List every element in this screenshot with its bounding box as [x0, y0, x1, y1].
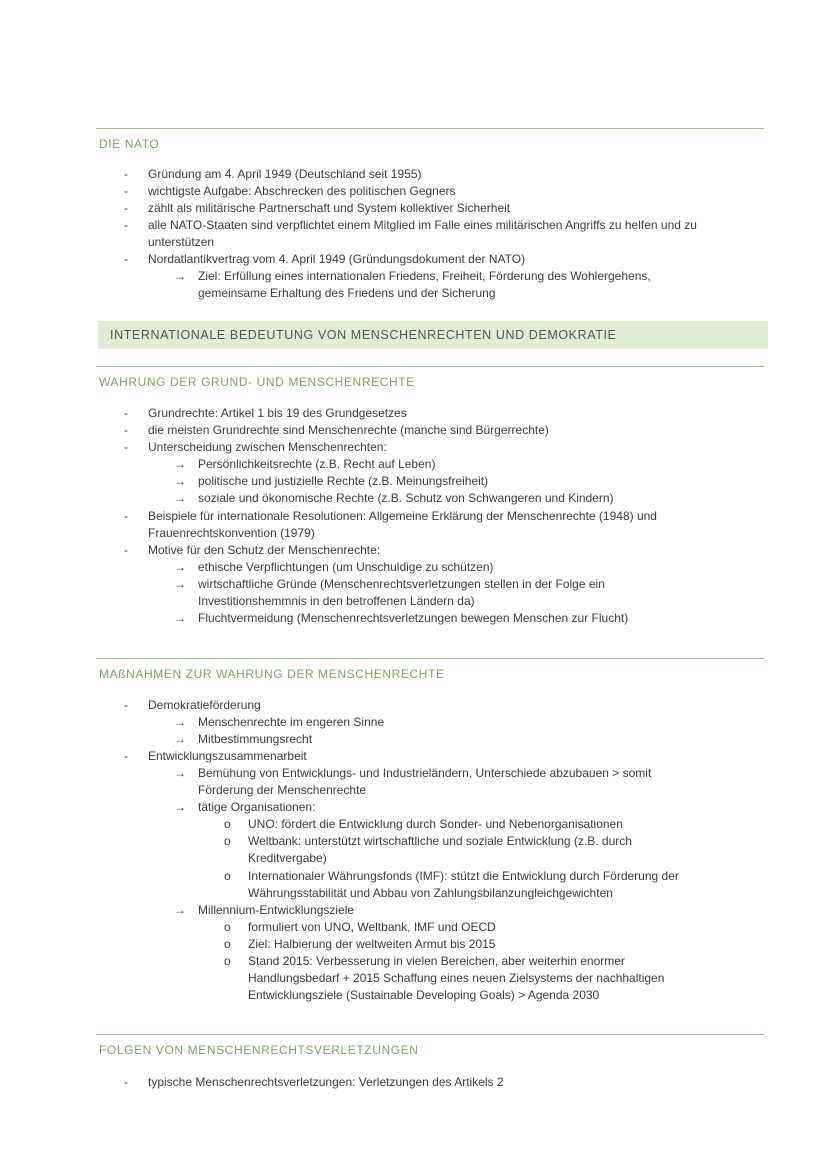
section-divider: [96, 658, 764, 659]
list-item: Nordatlantikvertrag vom 4. April 1949 (Gründungsdokument der NATO): [148, 252, 526, 266]
chapter-banner: [98, 321, 768, 349]
arrow-icon: →: [174, 560, 186, 574]
arrow-icon: →: [174, 474, 186, 488]
circle-bullet-icon: o: [224, 937, 231, 951]
bullet-dash: -: [124, 749, 128, 763]
sub-sub-list-item: formuliert von UNO, Weltbank, IMF und OECD: [248, 920, 496, 934]
list-item: Demokratieförderung: [148, 698, 261, 712]
sub-list-item: wirtschaftliche Gründe (Menschenrechtsverletzungen stellen in der Folge ein: [198, 577, 605, 591]
section-heading-nato: DIE NATO: [99, 137, 160, 151]
list-item: alle NATO-Staaten sind verpflichtet einem Mitglied im Falle eines militärischen Angriffs zu helfen und zu: [148, 218, 697, 232]
sub-list-item: Millennium-Entwicklungsziele: [198, 903, 355, 917]
arrow-icon: →: [174, 457, 186, 471]
circle-bullet-icon: o: [224, 834, 231, 848]
sub-sub-list-item: Internationaler Währungsfonds (IMF): stützt die Entwicklung durch Förderung der: [248, 869, 679, 883]
sub-list-item: politische und justizielle Rechte (z.B. Meinungsfreiheit): [198, 474, 489, 488]
section-divider: [96, 366, 764, 367]
sub-list-item: Menschenrechte im engeren Sinne: [198, 715, 385, 729]
bullet-dash: -: [124, 423, 128, 437]
arrow-icon: →: [174, 715, 186, 729]
bullet-dash: -: [124, 1075, 128, 1089]
section-heading-wahrung: WAHRUNG DER GRUND- UND MENSCHENRECHTE: [99, 375, 415, 389]
bullet-dash: -: [124, 509, 128, 523]
list-item: Motive für den Schutz der Menschenrechte:: [148, 543, 381, 557]
bullet-dash: -: [124, 201, 128, 215]
arrow-icon: →: [174, 903, 186, 917]
bullet-dash: -: [124, 252, 128, 266]
sub-list-item: Bemühung von Entwicklungs- und Industrieländern, Unterschiede abzubauen > somit: [198, 766, 652, 780]
sub-list-item: Persönlichkeitsrechte (z.B. Recht auf Leben): [198, 457, 436, 471]
list-item: die meisten Grundrechte sind Menschenrechte (manche sind Bürgerrechte): [148, 423, 549, 437]
bullet-dash: -: [124, 698, 128, 712]
arrow-icon: →: [174, 732, 186, 746]
sub-list-item-continuation: Förderung der Menschenrechte: [198, 783, 367, 797]
bullet-dash: -: [124, 218, 128, 232]
bullet-dash: -: [124, 440, 128, 454]
bullet-dash: -: [124, 406, 128, 420]
sub-sub-list-item: UNO: fördert die Entwicklung durch Sonder- und Nebenorganisationen: [248, 817, 623, 831]
sub-list-item: ethische Verpflichtungen (um Unschuldige zu schützen): [198, 560, 494, 574]
sub-list-item: soziale und ökonomische Rechte (z.B. Schutz von Schwangeren und Kindern): [198, 491, 614, 505]
list-item: zählt als militärische Partnerschaft und System kollektiver Sicherheit: [148, 201, 511, 215]
sub-sub-list-item-continuation: Entwicklungsziele (Sustainable Developing Goals) > Agenda 2030: [248, 988, 600, 1002]
sub-list-item: tätige Organisationen:: [198, 800, 316, 814]
section-heading-folgen: FOLGEN VON MENSCHENRECHTSVERLETZUNGEN: [99, 1043, 419, 1057]
arrow-icon: →: [174, 611, 186, 625]
sub-sub-list-item: Stand 2015: Verbesserung in vielen Bereichen, aber weiterhin enormer: [248, 954, 625, 968]
sub-list-item-continuation: Investitionshemmnis in den betroffenen Ländern da): [198, 594, 475, 608]
circle-bullet-icon: o: [224, 817, 231, 831]
arrow-icon: →: [174, 269, 186, 283]
sub-sub-list-item-continuation: Kreditvergabe): [248, 851, 327, 865]
arrow-icon: →: [174, 491, 186, 505]
circle-bullet-icon: o: [224, 954, 231, 968]
sub-list-item-continuation: gemeinsame Erhaltung des Friedens und der Sicherung: [198, 286, 496, 300]
circle-bullet-icon: o: [224, 869, 231, 883]
list-item: Beispiele für internationale Resolutionen: Allgemeine Erklärung der Menschenrechte (1948) und: [148, 509, 657, 523]
sub-sub-list-item: Weltbank: unterstützt wirtschaftliche und soziale Entwicklung (z.B. durch: [248, 834, 632, 848]
arrow-icon: →: [174, 577, 186, 591]
section-divider: [96, 128, 764, 129]
bullet-dash: -: [124, 184, 128, 198]
section-heading-massnahmen: MAßNAHMEN ZUR WAHRUNG DER MENSCHENRECHTE: [99, 667, 445, 681]
section-divider: [96, 1034, 764, 1035]
arrow-icon: →: [174, 766, 186, 780]
circle-bullet-icon: o: [224, 920, 231, 934]
sub-list-item: Fluchtvermeidung (Menschenrechtsverletzungen bewegen Menschen zur Flucht): [198, 611, 629, 625]
bullet-dash: -: [124, 167, 128, 181]
sub-list-item: Mitbestimmungsrecht: [198, 732, 313, 746]
sub-sub-list-item: Ziel: Halbierung der weltweiten Armut bis 2015: [248, 937, 496, 951]
list-item-continuation: Frauenrechtskonvention (1979): [148, 526, 315, 540]
list-item: Entwicklungszusammenarbeit: [148, 749, 307, 763]
list-item: wichtigste Aufgabe: Abschrecken des politischen Gegners: [148, 184, 456, 198]
list-item: typische Menschenrechtsverletzungen: Verletzungen des Artikels 2: [148, 1075, 504, 1089]
list-item-continuation: unterstützen: [148, 235, 215, 249]
sub-sub-list-item-continuation: Handlungsbedarf + 2015 Schaffung eines neuen Zielsystems der nachhaltigen: [248, 971, 665, 985]
bullet-dash: -: [124, 543, 128, 557]
list-item: Gründung am 4. April 1949 (Deutschland seit 1955): [148, 167, 422, 181]
chapter-banner-title: INTERNATIONALE BEDEUTUNG VON MENSCHENRECHTEN UND DEMOKRATIE: [110, 328, 617, 342]
arrow-icon: →: [174, 800, 186, 814]
sub-sub-list-item-continuation: Währungsstabilität und Abbau von Zahlungsbilanzungleichgewichten: [248, 886, 613, 900]
sub-list-item: Ziel: Erfüllung eines internationalen Friedens, Freiheit, Förderung des Wohlergehens,: [198, 269, 651, 283]
list-item: Grundrechte: Artikel 1 bis 19 des Grundgesetzes: [148, 406, 407, 420]
list-item: Unterscheidung zwischen Menschenrechten:: [148, 440, 387, 454]
